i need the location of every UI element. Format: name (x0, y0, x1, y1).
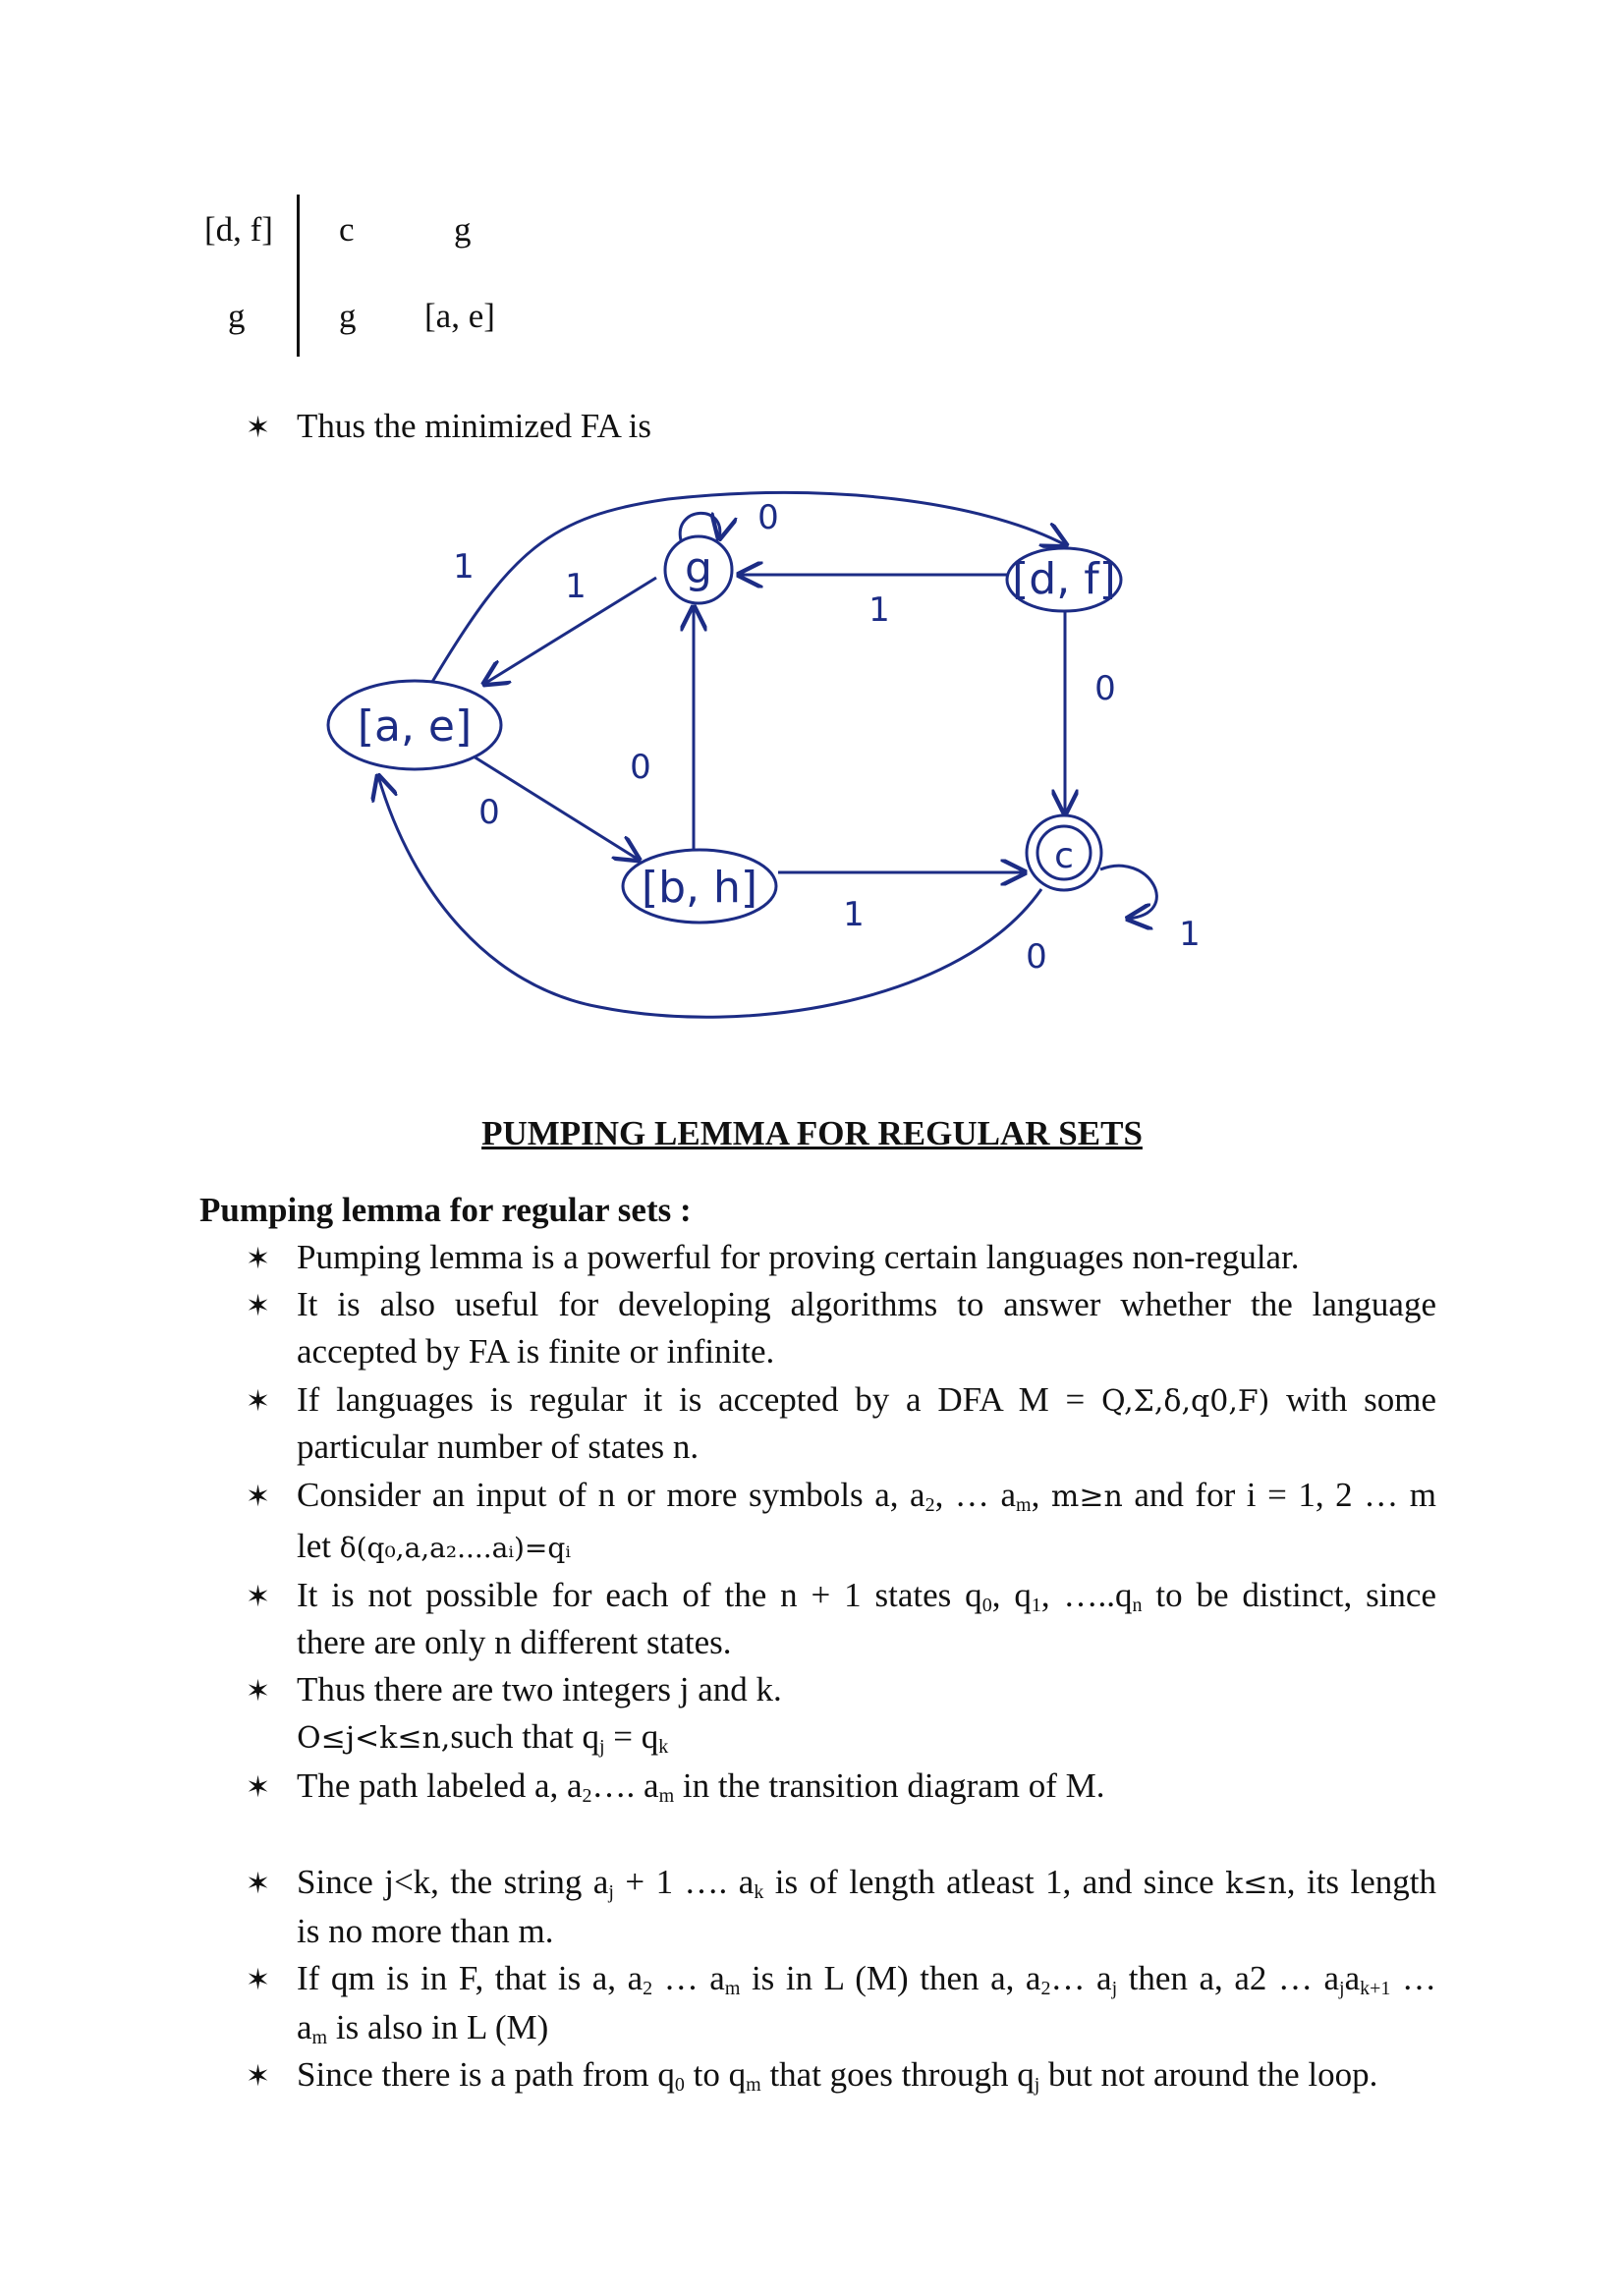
bullet-line (297, 1376, 1436, 1426)
bullet-line (297, 2004, 548, 2051)
label-df-c: 0 (1094, 669, 1116, 708)
bullet-text: is no more than m. (297, 1912, 554, 1950)
subscript: m (311, 2027, 328, 2048)
bullet-text: in the transition diagram of M. (682, 1766, 1105, 1805)
bullet-text: If qm is in F, that is a, a (297, 1959, 644, 1997)
section-title: PUMPING LEMMA FOR REGULAR SETS (481, 1114, 1143, 1152)
bullet-text: that goes through q (769, 2055, 1035, 2094)
label-df-g: 1 (868, 590, 890, 630)
label-bh-c: 1 (843, 895, 865, 934)
subscript: 2 (582, 1785, 592, 1807)
bullet-text: is in L (M) then a, a (751, 1959, 1041, 1997)
subscript: 2 (643, 1978, 653, 1999)
subscript: n (1132, 1595, 1143, 1616)
state-c-label: c (1054, 836, 1074, 876)
state-bh-label: [b, h] (641, 863, 758, 913)
bullet-text: there are only n different states. (297, 1623, 732, 1661)
bullet-text: particular number of states n. (297, 1428, 700, 1466)
state-df-label: [d, f] (1012, 554, 1116, 604)
table-divider (297, 195, 300, 357)
bullet-text: , …..q (1040, 1576, 1133, 1614)
subscript: j (1034, 2074, 1040, 2096)
bullet-text: such that q (450, 1717, 599, 1756)
subscript: k+1 (1360, 1978, 1391, 1999)
transition-math: δ(q₀,a,a₂....aᵢ)=qᵢ (339, 1532, 571, 1564)
bullet-star-icon: ✶ (246, 1771, 271, 1804)
bullet-star-icon: ✶ (246, 412, 271, 444)
bullet-text: a (297, 2008, 312, 2046)
bullet-text: If languages is regular it is accepted by a DFA M = (297, 1380, 1086, 1419)
bullet-text: , q (991, 1576, 1032, 1614)
bullet-text: = q (613, 1717, 659, 1756)
bullet-text: It is not possible for each of the n + 1 states q (297, 1576, 982, 1614)
bullet-text: , (1031, 1476, 1040, 1514)
label-ae-bh: 0 (478, 793, 500, 832)
inequality-math: O≤j<k≤n, (297, 1721, 451, 1756)
subscript: j (1339, 1978, 1345, 1999)
bullet-text: a (1344, 1959, 1361, 1997)
bullet-text: , … a (934, 1476, 1016, 1514)
bullet-text: + 1 …. a (625, 1863, 755, 1901)
bullet-line (297, 1523, 571, 1572)
subheading: Pumping lemma for regular sets : (199, 1191, 692, 1229)
label-g-self: 0 (757, 498, 779, 537)
inequality-math: k≤n (1225, 1867, 1287, 1901)
bullet-star-icon: ✶ (246, 1481, 271, 1513)
subscript: m (1016, 1494, 1032, 1516)
subscript: j (1111, 1978, 1118, 1999)
bullet-text: The path labeled a, a (297, 1766, 583, 1805)
inequality-math: m≥n (1050, 1480, 1123, 1514)
label-bh-g: 0 (630, 748, 651, 787)
bullet-text: then a, a2 … a (1128, 1959, 1340, 1997)
bullet-text: … a (663, 1959, 725, 1997)
bullet-line (297, 1955, 1436, 2002)
subscript: 2 (1040, 1978, 1051, 1999)
label-c-self: 1 (1179, 915, 1201, 954)
bullet-text: is also in L (M) (335, 2008, 549, 2046)
bullet-star-icon: ✶ (246, 1868, 271, 1900)
bullet-text: …. a (591, 1766, 659, 1805)
subscript: m (724, 1978, 741, 1999)
edge-ae-df (432, 492, 1066, 682)
label-g-ae: 1 (565, 567, 587, 606)
bullet-text: accepted by FA is finite or infinite. (297, 1332, 775, 1371)
bullet-text: Since there is a path from q (297, 2055, 675, 2094)
bullet-line (297, 1713, 668, 1763)
subscript: m (746, 2074, 761, 2096)
subscript: j (608, 1881, 614, 1903)
state-g-label: g (685, 543, 712, 593)
bullet-text: to be distinct, since (1155, 1576, 1437, 1614)
edge-c-self (1100, 866, 1156, 919)
table-cell-0: c (339, 210, 355, 249)
table-cell-1: g (454, 210, 472, 249)
subscript: m (658, 1785, 675, 1807)
bullet-line (297, 1472, 1436, 1521)
table-cell-1: [a, e] (424, 297, 495, 335)
subscript: 2 (924, 1494, 935, 1516)
bullet-star-icon: ✶ (246, 1581, 271, 1613)
label-ae-df: 1 (453, 547, 475, 587)
state-ae-label: [a, e] (357, 701, 473, 752)
bullet-text: Since j<k, the string a (297, 1863, 609, 1901)
bullet-line (297, 1859, 1436, 1908)
bullet-star-icon: ✶ (246, 1385, 271, 1418)
bullet-line (297, 1763, 1105, 1810)
bullet-text: … a (1050, 1959, 1112, 1997)
bullet-text: with some (1286, 1380, 1437, 1419)
bullet-text: and for i = 1, 2 … m (1134, 1476, 1437, 1514)
bullet-star-icon: ✶ (246, 1675, 271, 1708)
table-state-cell: g (228, 297, 246, 335)
subscript: 1 (1031, 1595, 1041, 1616)
bullet-text: let (297, 1527, 331, 1565)
subscript: 0 (981, 1595, 992, 1616)
bullet-star-icon: ✶ (246, 1290, 271, 1322)
bullet-text: but not around the loop. (1048, 2055, 1378, 2094)
bullet-star-icon: ✶ (246, 1243, 271, 1275)
bullet-text: Consider an input of n or more symbols a, a (297, 1476, 925, 1514)
bullet-star-icon: ✶ (246, 2060, 271, 2093)
bullet-text: Pumping lemma is a powerful for proving certain languages non-regular. (297, 1238, 1300, 1276)
bullet-line (297, 1572, 1436, 1619)
subscript: j (598, 1736, 605, 1758)
bullet-text: It is also useful for developing algorithms to answer whether the language (297, 1285, 1436, 1323)
subscript: k (658, 1736, 669, 1758)
bullet-text: Thus there are two integers j and k. (297, 1670, 782, 1708)
bullet-text: , its length (1286, 1863, 1436, 1901)
subscript: k (754, 1881, 764, 1903)
bullet-line (297, 2051, 1377, 2099)
bullet-text: is of length atleast 1, and since (774, 1863, 1214, 1901)
minimized-fa-intro: Thus the minimized FA is (297, 407, 652, 445)
subscript: 0 (674, 2074, 685, 2096)
bullet-text: to q (693, 2055, 747, 2094)
bullet-star-icon: ✶ (246, 1964, 271, 1996)
minimized-fa-diagram (0, 472, 1624, 1071)
bullet-text: … (1402, 1959, 1436, 1997)
table-cell-0: g (339, 297, 357, 335)
label-c-ae: 0 (1026, 937, 1047, 977)
table-state-cell: [d, f] (204, 210, 273, 249)
dfa-tuple-math: Q,Σ,δ,q0,F) (1101, 1384, 1270, 1419)
